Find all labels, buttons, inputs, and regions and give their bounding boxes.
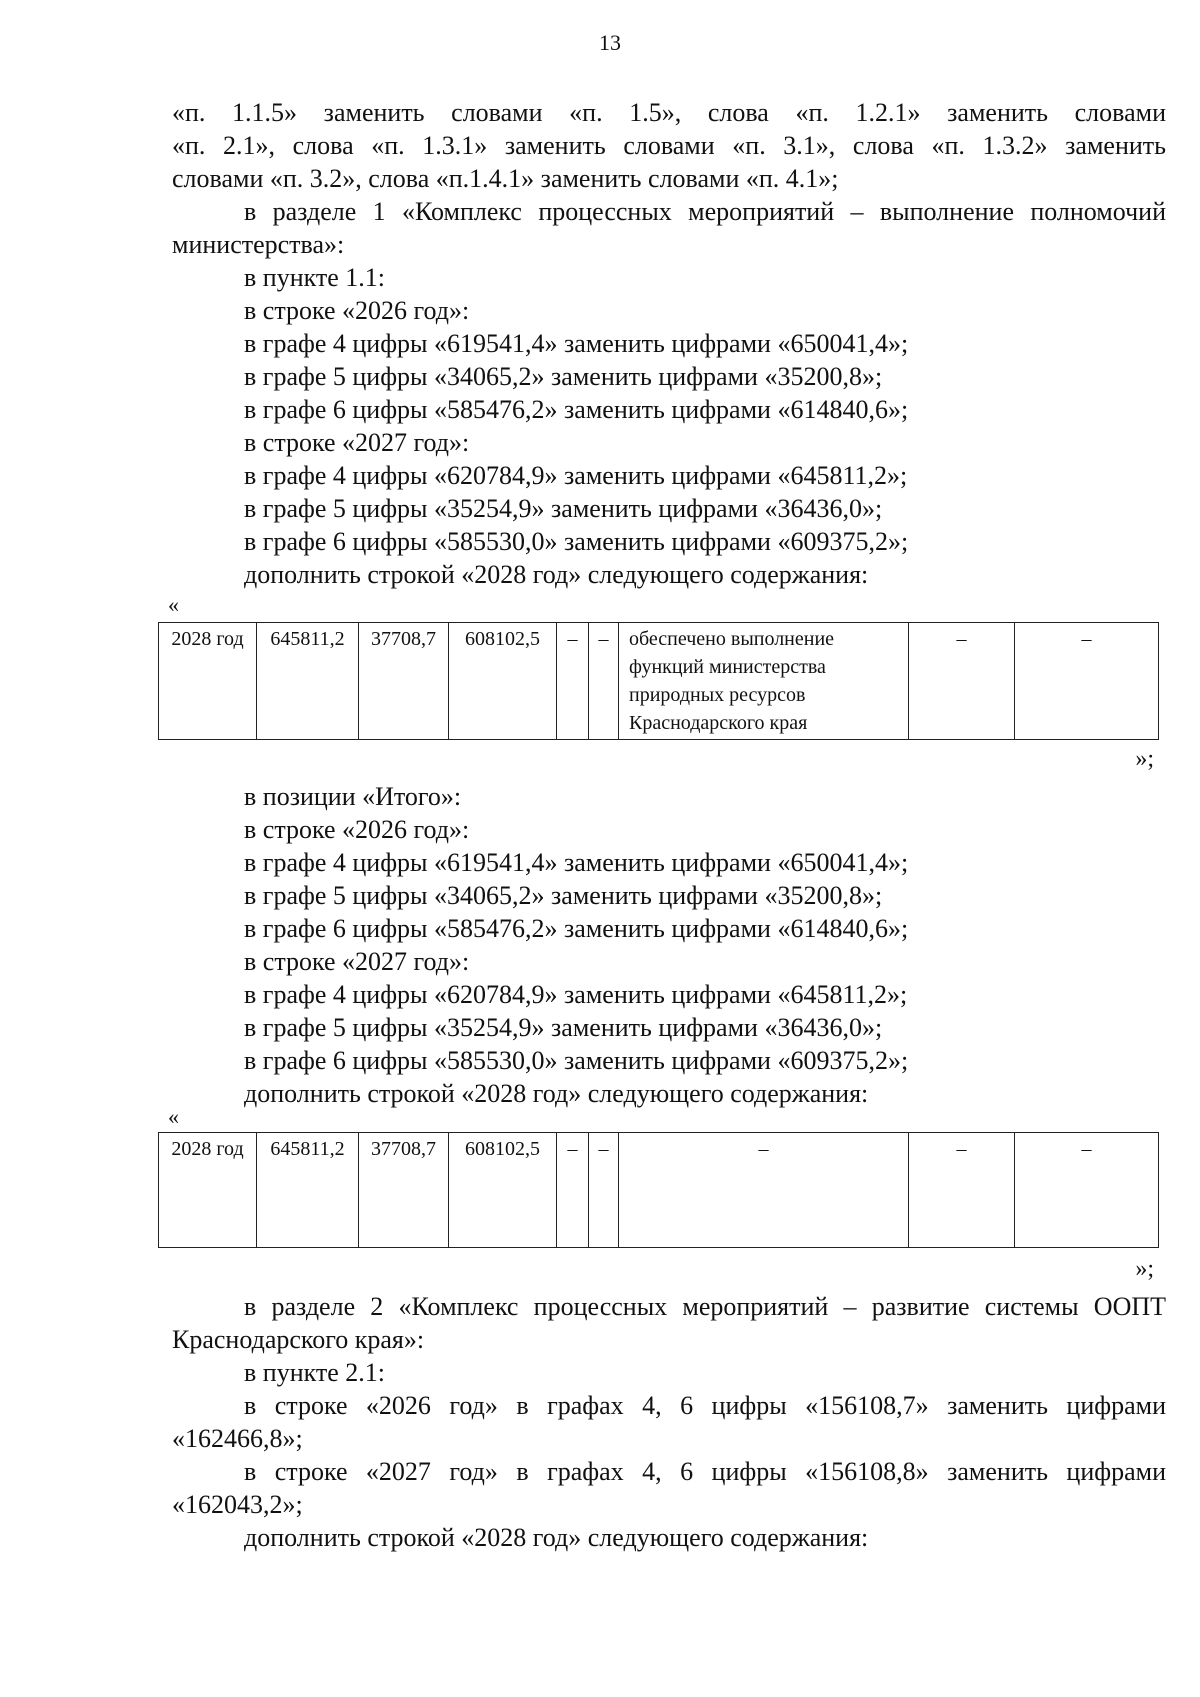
table-cell: – xyxy=(557,1133,589,1248)
quote-close-1: »; xyxy=(1135,746,1154,772)
text-line: в графе 4 цифры «620784,9» заменить цифрами «645811,2»; xyxy=(244,461,908,490)
table-cell: – xyxy=(1015,623,1159,740)
table-row xyxy=(159,1133,1159,1248)
text-line: «п. 1.1.5» заменить словами «п. 1.5», слова «п. 1.2.1» заменить словами xyxy=(172,98,1166,127)
text-line: в строке «2027 год» в графах 4, 6 цифры «156108,8» заменить цифрами «162043,2»; xyxy=(172,1457,1166,1519)
table-cell: – xyxy=(557,623,589,740)
text-line: в графе 5 цифры «35254,9» заменить цифрами «36436,0»; xyxy=(244,1013,883,1042)
text-line: словами «п. 3.2», слова «п.1.4.1» заменить словами «п. 4.1»; xyxy=(172,164,839,193)
text-line: в строке «2026 год» в графах 4, 6 цифры «156108,7» заменить цифрами «162466,8»; xyxy=(172,1391,1166,1453)
quote-open-2: « xyxy=(168,1104,179,1129)
text-line: в графе 4 цифры «620784,9» заменить цифрами «645811,2»; xyxy=(244,980,908,1009)
text-line: в графе 6 цифры «585530,0» заменить цифрами «609375,2»; xyxy=(244,1046,909,1075)
text-line: в пункте 2.1: xyxy=(244,1358,386,1387)
text-line: в графе 5 цифры «34065,2» заменить цифрами «35200,8»; xyxy=(244,362,883,391)
table-cell: 608102,5 xyxy=(449,1133,557,1248)
insert-table-2 xyxy=(158,1132,1159,1248)
table-cell: – xyxy=(909,623,1015,740)
table-cell: – xyxy=(619,1133,909,1248)
text-line: «п. 2.1», слова «п. 1.3.1» заменить словами «п. 3.1», слова «п. 1.3.2» заменить xyxy=(172,131,1166,160)
text-line: в графе 6 цифры «585476,2» заменить цифрами «614840,6»; xyxy=(244,395,909,424)
table-cell: 37708,7 xyxy=(359,623,449,740)
table-cell: 645811,2 xyxy=(257,623,359,740)
text-line: в графе 5 цифры «35254,9» заменить цифрами «36436,0»; xyxy=(244,494,883,523)
table-cell: 37708,7 xyxy=(359,1133,449,1248)
table-cell: 608102,5 xyxy=(449,623,557,740)
text-line: в позиции «Итого»: xyxy=(244,782,462,811)
text-line: в графе 4 цифры «619541,4» заменить цифрами «650041,4»; xyxy=(244,848,909,877)
section1-heading: в разделе 1 «Комплекс процессных мероприятий – выполнение полномочий министерства»: xyxy=(172,197,1166,259)
table-cell: – xyxy=(1015,1133,1159,1248)
text-block-bottom xyxy=(172,1290,1166,1554)
table-cell: обеспечено выполнение функций министерства природных ресурсов Краснодарского края xyxy=(619,623,909,740)
quote-open-1: « xyxy=(168,592,179,617)
text-block-middle xyxy=(172,780,1166,1110)
text-line: в графе 6 цифры «585476,2» заменить цифрами «614840,6»; xyxy=(244,914,909,943)
text-line: в графе 4 цифры «619541,4» заменить цифрами «650041,4»; xyxy=(244,329,909,358)
text-line: в пункте 1.1: xyxy=(244,263,386,292)
table-cell: 2028 год xyxy=(159,1133,257,1248)
text-line: в строке «2027 год»: xyxy=(244,947,470,976)
text-block-top xyxy=(172,96,1166,591)
text-line: дополнить строкой «2028 год» следующего содержания: xyxy=(244,1079,869,1108)
table-cell: 645811,2 xyxy=(257,1133,359,1248)
text-line: в графе 5 цифры «34065,2» заменить цифрами «35200,8»; xyxy=(244,881,883,910)
text-line: дополнить строкой «2028 год» следующего содержания: xyxy=(244,560,869,589)
text-line: в графе 6 цифры «585530,0» заменить цифрами «609375,2»; xyxy=(244,527,909,556)
text-line: в строке «2026 год»: xyxy=(244,296,470,325)
page-number: 13 xyxy=(599,30,621,55)
table-cell: – xyxy=(589,623,619,740)
text-line: в строке «2027 год»: xyxy=(244,428,470,457)
table-cell: 2028 год xyxy=(159,623,257,740)
text-line: дополнить строкой «2028 год» следующего содержания: xyxy=(244,1523,869,1552)
quote-close-2: »; xyxy=(1135,1256,1154,1282)
table-cell: – xyxy=(909,1133,1015,1248)
table-cell: – xyxy=(589,1133,619,1248)
table-row xyxy=(159,623,1159,740)
insert-table-1 xyxy=(158,622,1159,740)
section2-heading: в разделе 2 «Комплекс процессных мероприятий – развитие системы ООПТ Краснодарского края»: xyxy=(172,1292,1166,1354)
text-line: в строке «2026 год»: xyxy=(244,815,470,844)
